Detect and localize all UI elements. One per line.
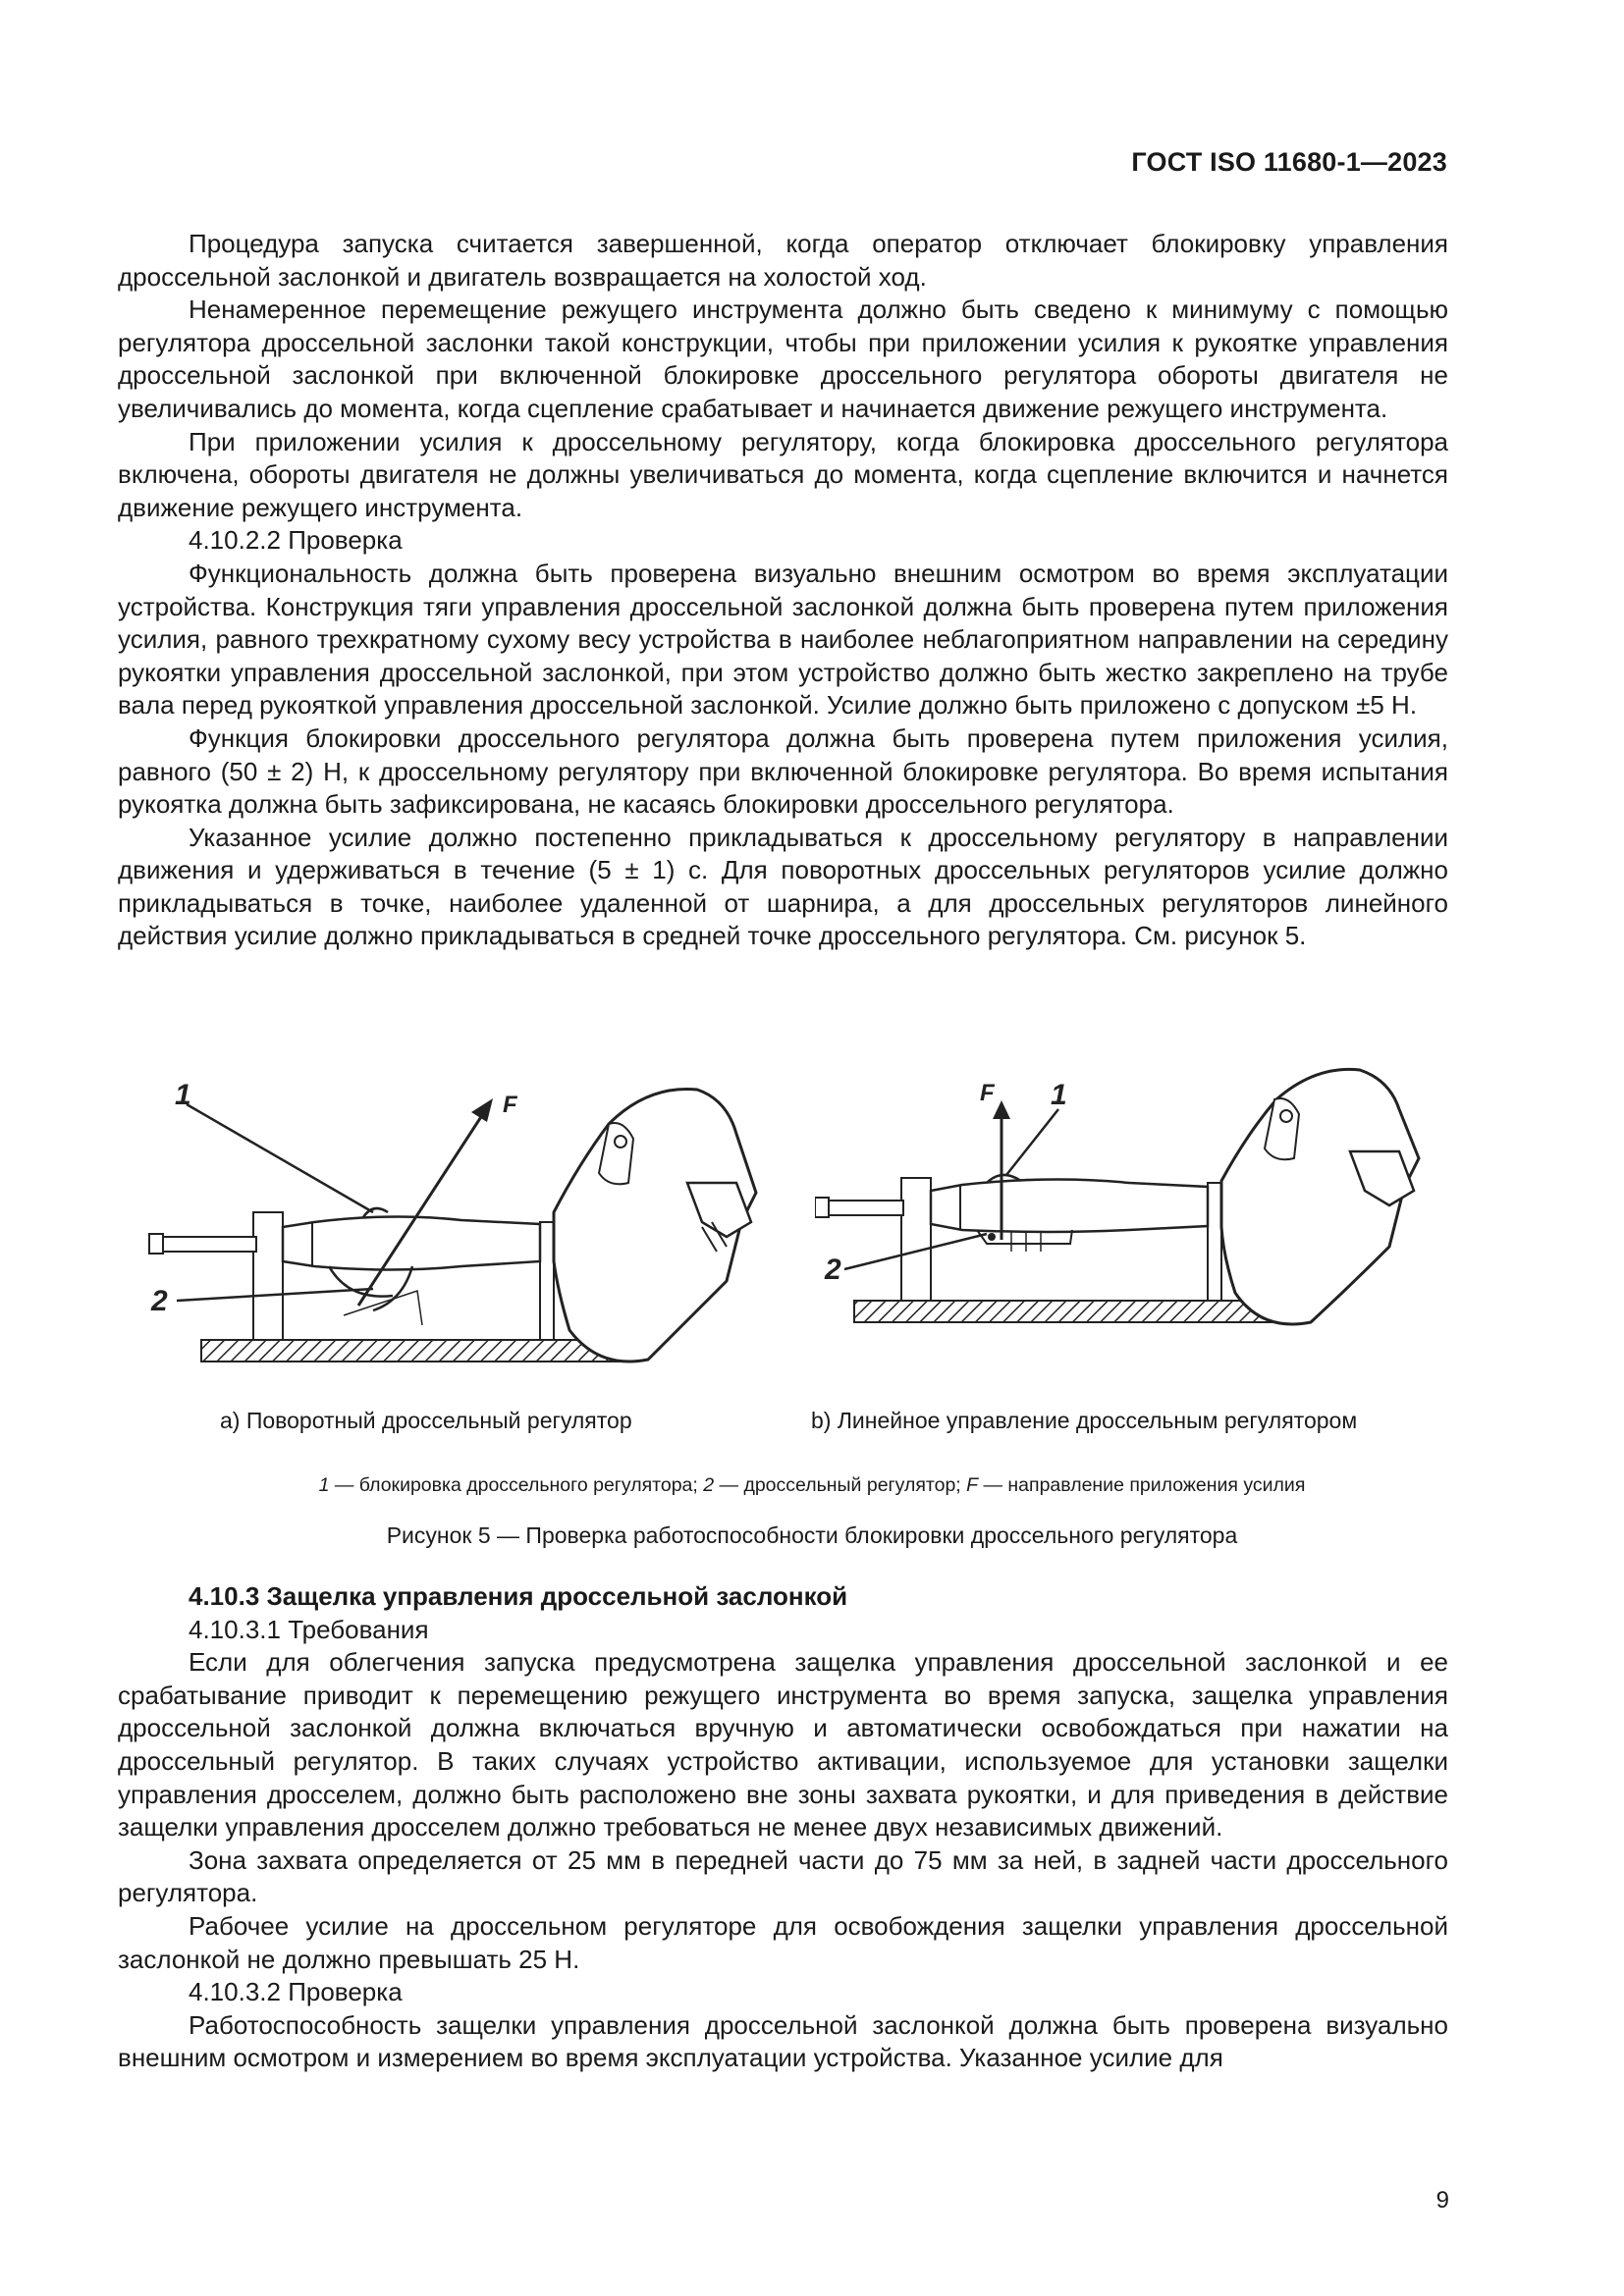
paragraph: Функция блокировки дроссельного регулятора должна быть проверена путем приложения усилия, равного (50 ± 2) Н, к дроссельному регулятору при включенной блокировке регулятора. Во время испытания рукоятка должна быть зафиксирована, не касаясь блокировки дроссельного регулятора. (118, 722, 1448, 820)
shaft-tube (163, 1237, 256, 1252)
paragraph: Зона захвата определяется от 25 мм в передней части до 75 мм за ней, в задней части дроссельного регулятора. (118, 1844, 1448, 1908)
legend-text: — направление приложения усилия (978, 1474, 1306, 1496)
support-post (253, 1212, 283, 1340)
legend-key: F (966, 1474, 979, 1496)
paragraph: Ненамеренное перемещение режущего инструмента должно быть сведено к минимуму с помощью регулятора дроссельной заслонки такой конструкции, чтобы при приложении усилия к рукоятке управления дроссельной заслонкой при включенной блокировке дроссельного регулятора обороты двигателя не увеличивались до момента, когда сцепление срабатывает и начинается движение режущего инструмента. (118, 294, 1448, 423)
caption-a: a) Поворотный дроссельный регулятор (220, 1408, 632, 1433)
paragraph: Работоспособность защелки управления дроссельной заслонкой должна быть проверена визуально внешним осмотром и измерением во время эксплуатации устройства. Указанное усилие для (118, 2009, 1448, 2073)
figure-legend (0, 1474, 1624, 1497)
paragraph: Рабочее усилие на дроссельном регуляторе для освобождения защелки управления дроссельной заслонкой не должно превышать 25 Н. (118, 1910, 1448, 1974)
subsection-heading: 4.10.2.2 Проверка (189, 525, 403, 556)
legend-key: 2 (703, 1474, 715, 1496)
caption-b: b) Линейное управление дроссельным регулятором (811, 1408, 1358, 1433)
handle-body (931, 1179, 1208, 1232)
label-F: F (503, 1092, 517, 1118)
drawing-linear-throttle (815, 1065, 1443, 1409)
support-post (1208, 1183, 1221, 1301)
label-1: 1 (175, 1079, 191, 1111)
paragraph: Функциональность должна быть проверена визуально внешним осмотром во время эксплуатации устройства. Конструкция тяги управления дроссельной заслонкой должна быть проверена путем приложения усилия, равного трехкратному сухому весу устройства в наиболее неблагоприятном направлении на середину рукоятки управления дроссельной заслонкой, при этом устройство должно быть жестко закреплено на трубе вала перед рукояткой управления дроссельной заслонкой. Усилие должно быть приложено с допуском ±5 Н. (118, 558, 1448, 721)
paragraph: При приложении усилия к дроссельному регулятору, когда блокировка дроссельного регулятора включена, обороты двигателя не должны увеличиваться до момента, когда сцепление включится и начнется движение режущего инструмента. (118, 426, 1448, 522)
paragraph: Если для облегчения запуска предусмотрена защелка управления дроссельной заслонкой и ее срабатывание приводит к перемещению режущего инструмента во время запуска, защелка управления дроссельной заслонкой должна включаться вручную и автоматически освобождаться при нажатии на дроссельный регулятор. В таких случаях устройство активации, используемое для установки защелки управления дросселем, должно быть расположено вне зоны захвата рукоятки, и для приведения в действие защелки управления дросселем должно требоваться не менее двух независимых движений. (118, 1647, 1448, 1842)
body-text-top (118, 228, 1448, 953)
legend-text: — блокировка дроссельного регулятора; (329, 1474, 704, 1496)
label-2: 2 (151, 1285, 168, 1317)
label-1: 1 (1051, 1079, 1067, 1111)
subsection-heading: 4.10.3.1 Требования (189, 1614, 429, 1644)
paragraph: Процедура запуска считается завершенной, когда оператор отключает блокировку управления дроссельной заслонкой и двигатель возвращается на холостой ход. (118, 229, 1448, 292)
base-hatch (201, 1340, 619, 1362)
legend-key: 1 (318, 1474, 330, 1496)
legend-text: — дроссельный регулятор; (714, 1474, 967, 1496)
support-post (540, 1222, 554, 1340)
figure-title: Рисунок 5 — Проверка работоспособности блокировки дроссельного регулятора (386, 1522, 1238, 1548)
figure-5 (137, 1065, 1443, 1409)
page-number: 9 (1435, 2187, 1449, 2214)
section-heading: 4.10.3 Защелка управления дроссельной заслонкой (189, 1581, 848, 1611)
label-2: 2 (825, 1254, 841, 1286)
label-F: F (980, 1080, 995, 1106)
support-post (901, 1178, 931, 1301)
standard-header: ГОСТ ISO 11680-1—2023 (1131, 147, 1447, 177)
drawing-rotary-throttle (137, 1065, 766, 1409)
base-hatch (854, 1301, 1291, 1322)
subsection-heading: 4.10.3.2 Проверка (189, 1977, 403, 2007)
paragraph: Указанное усилие должно постепенно прикладываться к дроссельному регулятору в направлении движения и удерживаться в течение (5 ± 1) с. Для поворотных дроссельных регуляторов усилие должно прикладываться в точке, наиболее удаленной от шарнира, а для дроссельных регуляторов линейного действия усилие должно прикладываться в средней точке дроссельного регулятора. См. рисунок 5. (118, 822, 1448, 951)
body-text-bottom (118, 1580, 1448, 2075)
shaft-tube (829, 1201, 903, 1215)
